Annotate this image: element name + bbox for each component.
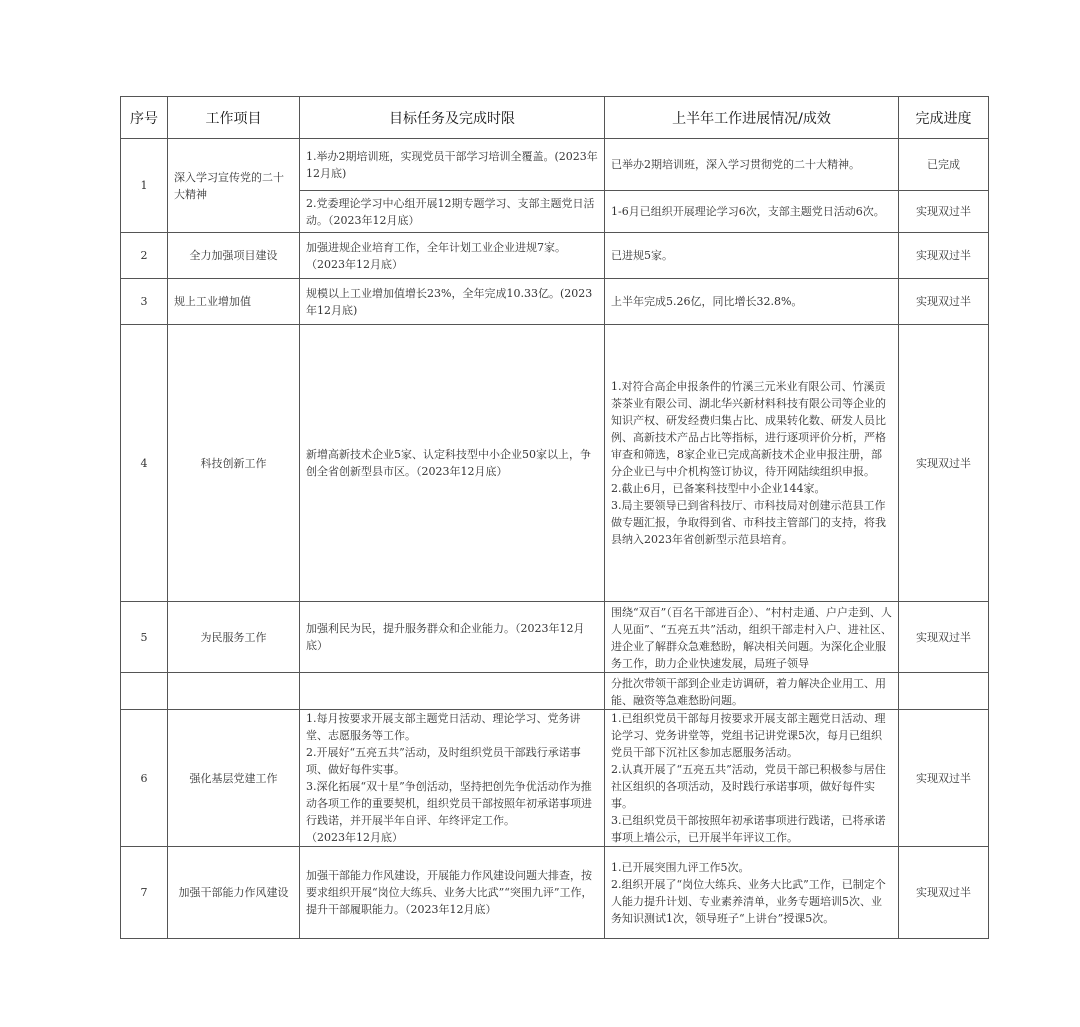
table-row <box>121 139 989 191</box>
progress-text: 上半年完成5.26亿，同比增长32.8%。 <box>605 279 899 325</box>
row-number: 6 <box>121 710 168 847</box>
row-number: 7 <box>121 847 168 939</box>
table-row <box>121 602 989 673</box>
project-name: 全力加强项目建设 <box>168 233 300 279</box>
progress-text: 1.已开展突围九评工作5次。 2.组织开展了“岗位大练兵、业务大比武”工作，已制定个人能力提升计划、专业素养清单，业务专题培训5次、业务知识测试1次，领导班子“上讲台”授课5次。 <box>605 847 899 939</box>
header-target: 目标任务及完成时限 <box>300 97 605 139</box>
header-status: 完成进度 <box>899 97 989 139</box>
status-text: 实现双过半 <box>899 325 989 602</box>
status-text: 实现双过半 <box>899 847 989 939</box>
target-text: 加强干部能力作风建设，开展能力作风建设问题大排查，按要求组织开展“岗位大练兵、业务大比武”“突围九评”工作，提升干部履职能力。（2023年12月底） <box>300 847 605 939</box>
target-text: 新增高新技术企业5家、认定科技型中小企业50家以上，争创全省创新型县市区。（2023年12月底） <box>300 325 605 602</box>
status-text: 实现双过半 <box>899 602 989 673</box>
target-text <box>300 673 605 710</box>
status-text <box>899 673 989 710</box>
project-name: 为民服务工作 <box>168 602 300 673</box>
table-row <box>121 673 989 710</box>
progress-text: 已举办2期培训班，深入学习贯彻党的二十大精神。 <box>605 139 899 191</box>
row-number: 5 <box>121 602 168 673</box>
project-name: 深入学习宣传党的二十大精神 <box>168 139 300 233</box>
status-text: 实现双过半 <box>899 710 989 847</box>
target-text: 规模以上工业增加值增长23%，全年完成10.33亿。(2023年12月底) <box>300 279 605 325</box>
header-progress: 上半年工作进展情况/成效 <box>605 97 899 139</box>
row-number: 1 <box>121 139 168 233</box>
status-text: 实现双过半 <box>899 191 989 233</box>
table-row <box>121 847 989 939</box>
target-text: 1.举办2期培训班，实现党员干部学习培训全覆盖。(2023年12月底) <box>300 139 605 191</box>
progress-text: 1-6月已组织开展理论学习6次，支部主题党日活动6次。 <box>605 191 899 233</box>
status-text: 实现双过半 <box>899 233 989 279</box>
progress-text: 1.已组织党员干部每月按要求开展支部主题党日活动、理论学习、党务讲堂等，党组书记讲党课5次，每月已组织党员干部下沉社区参加志愿服务活动。 2.认真开展了“五亮五共”活动，党员干部已积极参与居住社区组织的各项活动，及时践行承诺事项，做好每件实事。 3.已组织党员干部按照年初承诺事项进行践诺，已将承诺事项上墙公示，已开展半年评议工作。 <box>605 710 899 847</box>
status-text: 实现双过半 <box>899 279 989 325</box>
header-project: 工作项目 <box>168 97 300 139</box>
target-text: 加强进规企业培育工作，全年计划工业企业进规7家。（2023年12月底） <box>300 233 605 279</box>
project-name: 加强干部能力作风建设 <box>168 847 300 939</box>
project-name: 强化基层党建工作 <box>168 710 300 847</box>
row-number: 3 <box>121 279 168 325</box>
table-row <box>121 710 989 847</box>
table-row <box>121 233 989 279</box>
row-number <box>121 673 168 710</box>
target-text: 1.每月按要求开展支部主题党日活动、理论学习、党务讲堂、志愿服务等工作。 2.开展好“五亮五共”活动，及时组织党员干部践行承诺事项、做好每件实事。 3.深化拓展“双十星”争创活动，坚持把创先争优活动作为推动各项工作的重要契机，组织党员干部按照年初承诺事项进行践诺，并开展半年自评、年终评定工作。 （2023年12月底） <box>300 710 605 847</box>
table-row <box>121 325 989 602</box>
table-header-row <box>121 97 989 139</box>
target-text: 2.党委理论学习中心组开展12期专题学习、支部主题党日活动。（2023年12月底） <box>300 191 605 233</box>
work-progress-table <box>120 96 989 939</box>
project-name: 科技创新工作 <box>168 325 300 602</box>
row-number: 2 <box>121 233 168 279</box>
project-name <box>168 673 300 710</box>
project-name: 规上工业增加值 <box>168 279 300 325</box>
progress-text: 1.对符合高企申报条件的竹溪三元米业有限公司、竹溪贡茶茶业有限公司、湖北华兴新材料科技有限公司等企业的知识产权、研发经费归集占比、成果转化数、研发人员比例、高新技术产品占比等指标，进行逐项评价分析，严格审查和筛选，8家企业已完成高新技术企业申报注册，部分企业已与中介机构签订协议，待开网陆续组织申报。 2.截止6月，已备案科技型中小企业144家。 3.局主要领导已到省科技厅、市科技局对创建示范县工作做专题汇报，争取得到省、市科技主管部门的支持，将我县纳入2023年省创新型示范县培育。 <box>605 325 899 602</box>
row-number: 4 <box>121 325 168 602</box>
progress-text: 围绕“双百”（百名干部进百企）、“村村走通、户户走到、人人见面”、“五亮五共”活动，组织干部走村入户、进社区、进企业了解群众急难愁盼，解决相关问题。为深化企业服务工作，助力企业快速发展，局班子领导 <box>605 602 899 673</box>
status-text: 已完成 <box>899 139 989 191</box>
target-text: 加强利民为民，提升服务群众和企业能力。（2023年12月底） <box>300 602 605 673</box>
table-row <box>121 279 989 325</box>
progress-text: 分批次带领干部到企业走访调研，着力解决企业用工、用能、融资等急难愁盼问题。 <box>605 673 899 710</box>
progress-text: 已进规5家。 <box>605 233 899 279</box>
header-no: 序号 <box>121 97 168 139</box>
